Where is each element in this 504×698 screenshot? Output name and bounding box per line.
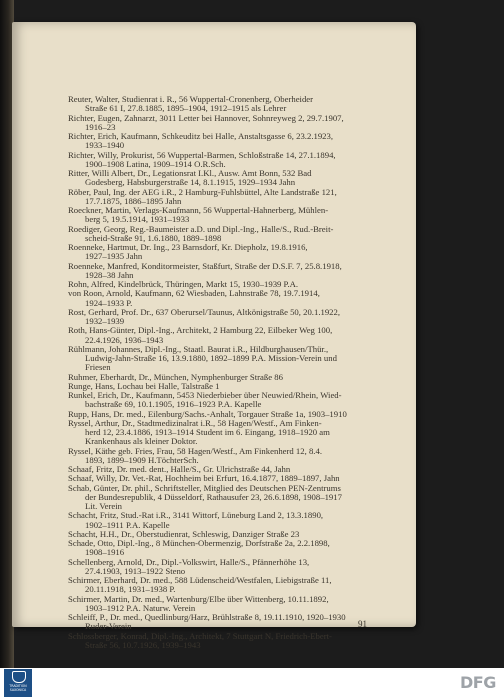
entry-line: Schaaf, Fritz, Dr. med. dent., Halle/S., Gr. Ulrichstraße 44, Jahn bbox=[68, 464, 291, 474]
entry-line: Schirmer, Eberhard, Dr. med., 588 Lüdenscheid/Westfalen, Liebigstraße 11, bbox=[68, 575, 332, 585]
entry-line: Schleiff, P., Dr. med., Quedlinburg/Harz, Brühlstraße 8, 19.11.1910, 1920–1930 bbox=[68, 612, 346, 622]
crest-icon bbox=[12, 671, 26, 683]
entry-line: Runkel, Erich, Dr., Kaufmann, 5453 Niederbieber über Neuwied/Rhein, Wied- bbox=[68, 390, 342, 400]
entry-continuation-line: 20.11.1918, 1931–1938 P. bbox=[85, 584, 176, 595]
entry-continuation-line: scheid-Straße 91, 1.6.1880, 1889–1898 bbox=[85, 232, 222, 243]
directory-entry bbox=[68, 595, 374, 614]
directory-entry bbox=[68, 539, 374, 558]
directory-entry bbox=[68, 206, 374, 225]
directory-entry bbox=[68, 225, 374, 244]
entry-line: Richter, Willy, Prokurist, 56 Wuppertal-Barmen, Schloßstraße 14, 27.1.1894, bbox=[68, 149, 336, 160]
directory-entry bbox=[68, 151, 374, 170]
entry-continuation-line: 1933–1940 bbox=[85, 140, 125, 151]
entry-line: Richter, Erich, Kaufmann, Schkeuditz bei Halle, Anstaltsgasse 6, 23.2.1923, bbox=[68, 131, 334, 141]
entry-line: Rupp, Hans, Dr. med., Eilenburg/Sachs.-Anhalt, Torgauer Straße 1a, 1903–1910 bbox=[68, 408, 347, 419]
entry-continuation-line: 1902–1911 P.A. Kapelle bbox=[85, 519, 170, 530]
directory-entry bbox=[68, 558, 374, 577]
entry-line: Rost, Gerhard, Prof. Dr., 637 Oberursel/Taunus, Altkönigstraße 50, 20.1.1922, bbox=[68, 306, 341, 317]
entry-continuation-line: 17.7.1875, 1886–1895 Jahn bbox=[85, 195, 182, 206]
entry-line: Runge, Hans, Lochau bei Halle, Talstraße 1 bbox=[68, 380, 220, 391]
entry-continuation-line: Straße 61 I, 27.8.1885, 1895–1904, 1912–1915 als Lehrer bbox=[85, 103, 287, 114]
entry-continuation-line: Krankenhaus als kleiner Doktor. bbox=[85, 436, 198, 447]
entry-continuation-line: Friesen bbox=[85, 362, 111, 373]
directory-entry bbox=[68, 447, 374, 466]
viewer-footer bbox=[0, 668, 504, 698]
directory-entry bbox=[68, 243, 374, 262]
directory-entry bbox=[68, 576, 374, 595]
entry-continuation-line: Lit. Verein bbox=[85, 501, 122, 511]
entry-line: von Roon, Arnold, Kaufmann, 62 Wiesbaden, Lahnstraße 78, 19.7.1914, bbox=[68, 288, 320, 299]
entry-line: Roeckner, Martin, Verlags-Kaufmann, 56 Wuppertal-Hahnerberg, Mühlen- bbox=[68, 205, 329, 215]
library-logo bbox=[4, 669, 32, 697]
entry-line: Schacht, Fritz, Stud.-Rat i.R., 3141 Wittorf, Lüneburg Land 2, 13.3.1890, bbox=[68, 510, 324, 521]
entry-line: Ryssel, Käthe geb. Fries, Frau, 58 Hagen/Westf., Am Finkenherd 12, 8.4. bbox=[68, 445, 322, 456]
entry-line: Ruhmer, Eberhardt, Dr., München, Nymphenburger Straße 86 bbox=[68, 371, 283, 382]
entry-continuation-line: 1932–1939 bbox=[85, 316, 125, 326]
directory-entry bbox=[68, 345, 374, 373]
entry-line: Roediger, Georg, Reg.-Baumeister a.D. und Dipl.-Ing., Halle/S., Rud.-Breit- bbox=[68, 223, 334, 234]
entry-continuation-line: 1893, 1899–1909 H.TöchterSch. bbox=[85, 454, 199, 465]
entry-continuation-line: Godesberg, Habsburgerstraße 14, 8.1.1915, 1929–1934 Jahn bbox=[85, 177, 296, 188]
entry-continuation-line: 1903–1912 P.A. Naturw. Verein bbox=[85, 602, 196, 613]
entry-line: Ritter, Willi Albert, Dr., Legationsrat I.Kl., Ausw. Amt Bonn, 532 Bad bbox=[68, 168, 312, 178]
library-logo-line-1: TRADITION bbox=[9, 684, 27, 688]
dfg-logo: DFG bbox=[460, 673, 496, 692]
directory-entry bbox=[68, 308, 374, 327]
entry-continuation-line: 22.4.1926, 1936–1943 bbox=[85, 334, 164, 345]
entry-line: Schellenberg, Arnold, Dr., Dipl.-Volkswirt, Halle/S., Pfännerhöhe 13, bbox=[68, 556, 310, 567]
entry-line: Rohn, Alfred, Kindelbrück, Thüringen, Markt 15, 1930–1939 P.A. bbox=[68, 279, 299, 289]
entry-line: Schlossberger, Konrad, Dipl.-Ing., Architekt, 7 Stuttgart N, Friedrich-Ebert- bbox=[68, 630, 332, 641]
library-logo-line-2: SAXONICA bbox=[9, 688, 27, 692]
directory-entry bbox=[68, 484, 374, 512]
entry-line: Roenneke, Hartmut, Dr. Ing., 23 Barnsdorf, Kr. Diepholz, 19.8.1916, bbox=[68, 242, 308, 252]
directory-entry bbox=[68, 188, 374, 207]
entry-line: Roth, Hans-Günter, Dipl.-Ing., Architekt, 2 Hamburg 22, Eilbeker Weg 100, bbox=[68, 325, 333, 336]
entry-line: Schacht, H.H., Dr., Oberstudienrat, Schleswig, Danziger Straße 23 bbox=[68, 528, 300, 539]
directory-entry bbox=[68, 632, 374, 651]
entry-continuation-line: 1924–1933 P. bbox=[85, 297, 133, 308]
entry-continuation-line: herd 12, 23.4.1886, 1913–1914 Student im 6. Eingang, 1918–1920 am bbox=[85, 427, 330, 437]
directory-entry bbox=[68, 262, 374, 281]
directory-entry bbox=[68, 114, 374, 133]
entry-continuation-line: 1900–1908 Latina, 1909–1914 O.R.Sch. bbox=[85, 158, 226, 169]
entry-line: Schab, Günter, Dr. phil., Schriftsteller, Mitglied des Deutschen PEN-Zentrums bbox=[68, 482, 341, 493]
entry-continuation-line: berg 5, 19.5.1914, 1931–1933 bbox=[85, 214, 190, 225]
directory-entry bbox=[68, 511, 374, 530]
entry-line: Röber, Paul, Ing. der AEG i.R., 2 Hamburg-Fuhlsbüttel, Alte Landstraße 121, bbox=[68, 186, 337, 197]
directory-entry bbox=[68, 289, 374, 308]
page-number: 91 bbox=[358, 619, 367, 629]
directory-entry bbox=[68, 169, 374, 188]
directory-entry bbox=[68, 613, 374, 632]
entry-line: Richter, Eugen, Zahnarzt, 3011 Letter bei Hannover, Sohnreyweg 2, 29.7.1907, bbox=[68, 112, 344, 123]
entry-line: Schade, Otto, Dipl.-Ing., 8 München-Obermenzig, Dorfstraße 2a, 2.2.1898, bbox=[68, 538, 330, 548]
directory-entry bbox=[68, 132, 374, 151]
entry-line: Schirmer, Martin, Dr. med., Wartenburg/Elbe über Wittenberg, 10.11.1892, bbox=[68, 593, 329, 604]
directory-entry bbox=[68, 391, 374, 410]
directory-entry bbox=[68, 419, 374, 447]
entry-continuation-line: Ruder-Verein bbox=[85, 621, 132, 632]
entry-line: Rühlmann, Johannes, Dipl.-Ing., Staatl. Baurat i.R., Hildburghausen/Thür., bbox=[68, 343, 329, 354]
entry-continuation-line: 27.4.1903, 1913–1922 Steno bbox=[85, 565, 186, 576]
entry-continuation-line: 1908–1916 bbox=[85, 547, 125, 558]
directory-entry bbox=[68, 326, 374, 345]
entry-continuation-line: 1928–38 Jahn bbox=[85, 269, 134, 280]
member-directory-list bbox=[68, 95, 374, 650]
entry-continuation-line: Straße 56, 10.7.1926, 1939–1943 bbox=[85, 639, 201, 650]
directory-entry bbox=[68, 95, 374, 114]
entry-continuation-line: 1927–1935 Jahn bbox=[85, 251, 143, 262]
entry-continuation-line: 1916–23 bbox=[85, 121, 116, 132]
entry-line: Ryssel, Arthur, Dr., Stadtmedizinalrat i.R., 58 Hagen/Westf., Am Finken- bbox=[68, 417, 322, 428]
entry-line: Roenneke, Manfred, Konditormeister, Staßfurt, Straße der D.S.F. 7, 25.8.1918, bbox=[68, 260, 342, 271]
book-page bbox=[12, 22, 416, 650]
entry-line: Reuter, Walter, Studienrat i. R., 56 Wuppertal-Cronenberg, Oberheider bbox=[68, 94, 314, 104]
entry-line: Schaaf, Willy, Dr. Vet.-Rat, Hochheim bei Erfurt, 16.4.1877, 1889–1897, Jahn bbox=[68, 473, 340, 484]
entry-continuation-line: der Bundesrepublik, 4 Düsseldorf, Rathausufer 23, 26.6.1898, 1908–1917 bbox=[85, 491, 342, 502]
entry-continuation-line: Ludwig-Jahn-Straße 16, 13.9.1880, 1892–1899 P.A. Mission-Verein und bbox=[85, 353, 337, 363]
entry-continuation-line: bachstraße 69, 10.1.1905, 1916–1923 P.A. Kapelle bbox=[85, 399, 262, 410]
